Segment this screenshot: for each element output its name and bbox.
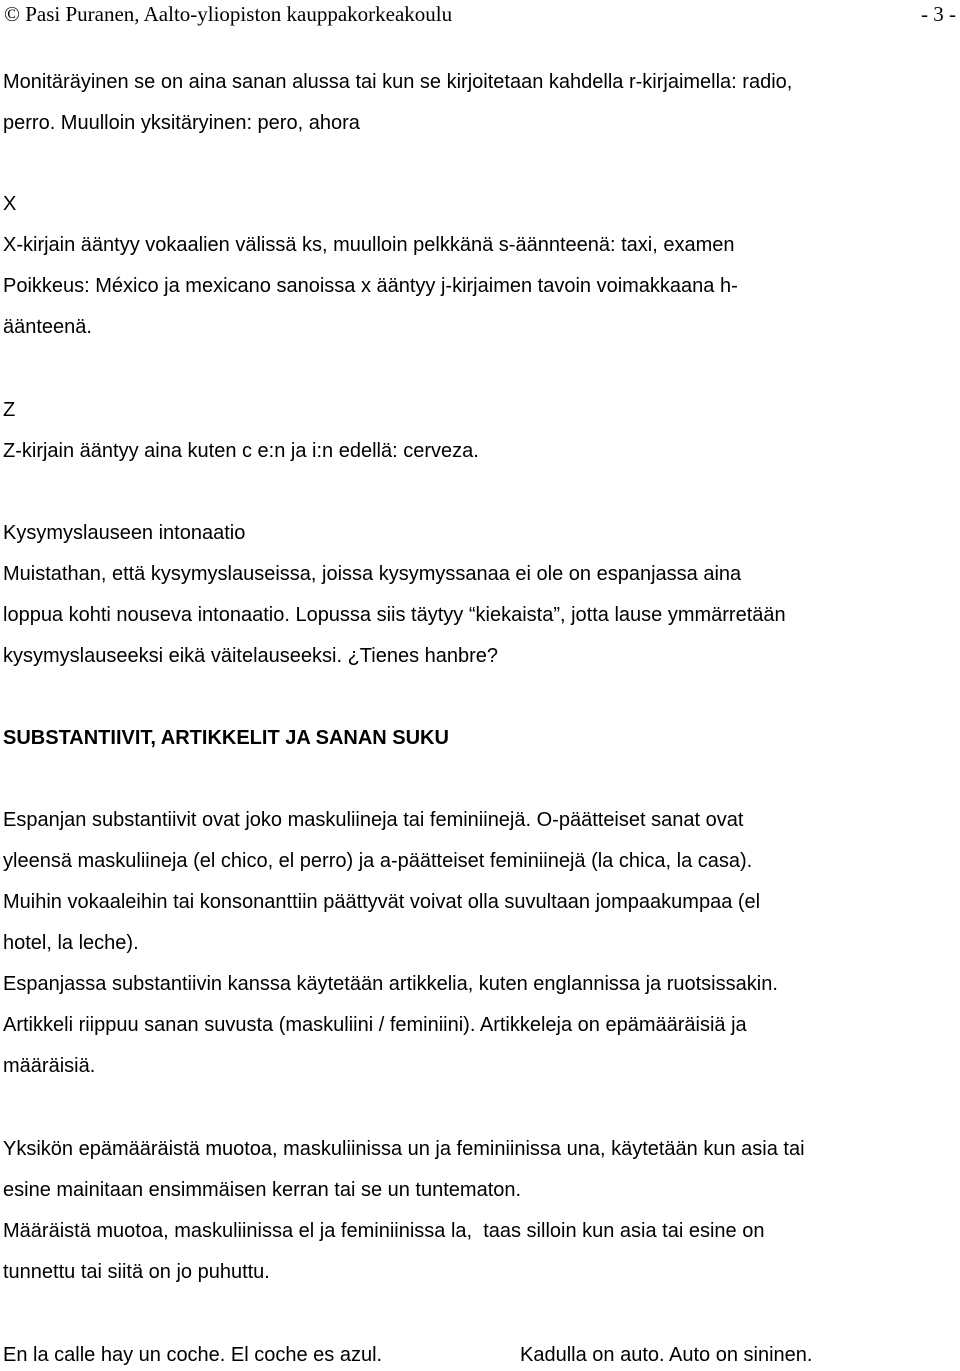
nouns-p1-line-2: yleensä maskuliineja (el chico, el perro) ja a-päätteiset feminiinejä (la chica, la casa). xyxy=(3,850,753,872)
page-number: - 3 - xyxy=(921,2,956,26)
nouns-p4-line-2: tunnettu tai siitä on jo puhuttu. xyxy=(3,1261,270,1283)
header-copyright: © Pasi Puranen, Aalto-yliopiston kauppakorkeakoulu xyxy=(4,2,453,26)
nouns-p1-line-1: Espanjan substantiivit ovat joko maskuliineja tai feminiinejä. O-päätteiset sanat ovat xyxy=(3,809,744,831)
nouns-p3-line-2: esine mainitaan ensimmäisen kerran tai se un tuntematon. xyxy=(3,1179,522,1201)
z-rule-line-1: Z-kirjain ääntyy aina kuten c e:n ja i:n edellä: cerveza. xyxy=(3,440,479,462)
x-rule-line-3: äänteenä. xyxy=(3,316,92,338)
intonation-line-3 xyxy=(3,644,498,668)
r-rule-line-2: perro. Muulloin yksitäryinen: pero, ahora xyxy=(3,112,360,134)
page-header xyxy=(4,2,956,26)
r-rule-line-1: Monitäräyinen se on aina sanan alussa tai kun se kirjoitetaan kahdella r-kirjaimella: radio, xyxy=(3,71,793,93)
example-spanish: En la calle hay un coche. El coche es azul. xyxy=(3,1344,383,1366)
z-heading: Z xyxy=(3,399,16,421)
x-rule-line-1: X-kirjain ääntyy vokaalien välissä ks, muulloin pelkkänä s-äännteenä: taxi, examen xyxy=(3,234,735,256)
intonation-line-2: loppua kohti nouseva intonaatio. Lopussa siis täytyy “kiekaista”, jotta lause ymmärretään xyxy=(3,604,786,626)
nouns-p3-line-1: Yksikön epämääräistä muotoa, maskuliinissa un ja feminiinissa una, käytetään kun asia tai xyxy=(3,1138,805,1160)
intonation-heading: Kysymyslauseen intonaatio xyxy=(3,522,246,544)
question-example: ¿Tienes hanbre? xyxy=(347,645,499,667)
intonation-line-1: Muistathan, että kysymyslauseissa, joissa kysymyssanaa ei ole on espanjassa aina xyxy=(3,563,742,585)
section-heading-nouns: SUBSTANTIIVIT, ARTIKKELIT JA SANAN SUKU xyxy=(3,727,449,749)
x-heading: X xyxy=(3,193,17,215)
nouns-p2-line-1: Espanjassa substantiivin kanssa käytetään artikkelia, kuten englannissa ja ruotsissakin. xyxy=(3,973,778,995)
nouns-p2-line-3: määräisiä. xyxy=(3,1055,96,1077)
nouns-p4-line-1: Määräistä muotoa, maskuliinissa el ja feminiinissa la, taas silloin kun asia tai esine on xyxy=(3,1220,765,1242)
x-rule-line-2: Poikkeus: México ja mexicano sanoissa x ääntyy j-kirjaimen tavoin voimakkaana h- xyxy=(3,275,738,297)
nouns-p1-line-3: Muihin vokaaleihin tai konsonanttiin päättyvät voivat olla suvultaan jompaakumpaa (el xyxy=(3,891,761,913)
intonation-line-3-text: kysymyslauseeksi eikä väitelauseeksi. xyxy=(3,645,348,667)
example-finnish: Kadulla on auto. Auto on sininen. xyxy=(520,1344,813,1366)
nouns-p1-line-4: hotel, la leche). xyxy=(3,932,139,954)
nouns-p2-line-2: Artikkeli riippuu sanan suvusta (maskuliini / feminiini). Artikkeleja on epämääräisiä ja xyxy=(3,1014,747,1036)
